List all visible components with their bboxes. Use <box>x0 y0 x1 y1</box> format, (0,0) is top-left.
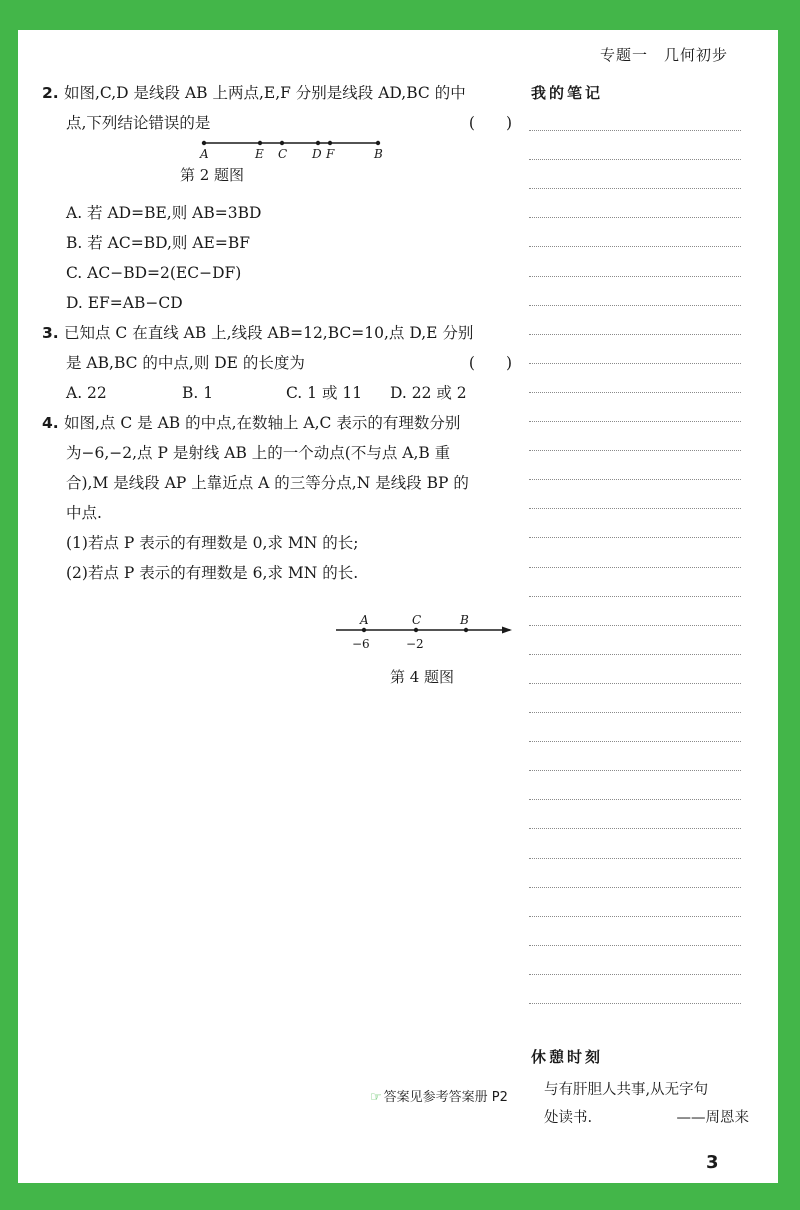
label-a: A <box>360 613 369 627</box>
options-row <box>42 378 512 408</box>
question-number: 3. <box>42 324 59 342</box>
answer-reference <box>370 1086 508 1105</box>
point-f <box>328 141 332 145</box>
note-line <box>529 741 741 742</box>
note-line <box>529 828 741 829</box>
figure-caption: 第 4 题图 <box>389 668 455 686</box>
bottom-border <box>0 1183 800 1210</box>
quote-author: ——周恩来 <box>676 1110 749 1126</box>
notes-sidebar <box>527 78 739 103</box>
point-a <box>362 628 366 632</box>
label-d: D <box>312 147 322 160</box>
note-line <box>529 246 741 247</box>
note-line <box>529 654 741 655</box>
note-line <box>529 770 741 771</box>
note-line <box>529 858 741 859</box>
question-text: 如图,C,D 是线段 AB 上两点,E,F 分别是线段 AD,BC 的中 <box>64 84 466 102</box>
point-d <box>316 141 320 145</box>
option-a: A. 22 <box>66 384 107 402</box>
note-line <box>529 276 741 277</box>
page-header: 专题一 几何初步 <box>600 46 729 64</box>
point-c <box>414 628 418 632</box>
note-line <box>529 130 741 131</box>
question-text: 为−6,−2,点 P 是射线 AB 上的一个动点(不与点 A,B 重 <box>66 444 451 462</box>
answer-reference-text: 答案见参考答案册 P2 <box>383 1090 508 1105</box>
label-c: C <box>278 147 288 160</box>
question-number: 4. <box>42 414 59 432</box>
question-text: 点,下列结论错误的是 <box>66 114 211 132</box>
option-c: C. AC−BD=2(EC−DF) <box>66 264 242 282</box>
notes-title: 我的笔记 <box>531 84 604 102</box>
label-e: E <box>255 147 264 160</box>
rest-title: 休憩时刻 <box>531 1048 604 1066</box>
quote-line-1: 与有肝胆人共事,从无字句 <box>544 1082 709 1098</box>
note-line <box>529 537 741 538</box>
note-line <box>529 945 741 946</box>
sub-question-1: (1)若点 P 表示的有理数是 0,求 MN 的长; <box>66 534 359 552</box>
option-c: C. 1 或 11 <box>286 384 363 402</box>
label-b: B <box>374 147 383 160</box>
question-4 <box>42 408 512 692</box>
note-line <box>529 159 741 160</box>
note-line <box>529 450 741 451</box>
figure-4-number-line <box>42 612 512 666</box>
question-number: 2. <box>42 84 59 102</box>
main-content <box>42 78 512 692</box>
right-border <box>778 0 800 1210</box>
page-number: 3 <box>706 1152 719 1173</box>
quote-text: 处读书. <box>544 1110 593 1126</box>
option-b: B. 1 <box>182 384 214 402</box>
note-line <box>529 392 741 393</box>
note-line <box>529 887 741 888</box>
pointing-hand-icon: ☞ <box>370 1090 382 1105</box>
note-line <box>529 334 741 335</box>
point-e <box>258 141 262 145</box>
label-b: B <box>460 613 469 627</box>
point-b <box>376 141 380 145</box>
note-line <box>529 596 741 597</box>
note-line <box>529 188 741 189</box>
arrow-right-icon <box>502 627 512 634</box>
note-line <box>529 683 741 684</box>
option-d: D. 22 或 2 <box>390 384 467 402</box>
question-text: 中点. <box>66 504 102 522</box>
top-border <box>0 0 800 30</box>
question-text: 是 AB,BC 的中点,则 DE 的长度为 <box>66 354 305 372</box>
label-c: C <box>412 613 422 627</box>
note-line <box>529 305 741 306</box>
question-2 <box>42 78 512 318</box>
quote-line-2 <box>544 1106 749 1127</box>
question-3 <box>42 318 512 408</box>
note-line <box>529 625 741 626</box>
question-text: 合),M 是线段 AP 上靠近点 A 的三等分点,N 是线段 BP 的 <box>66 474 469 492</box>
left-border <box>0 0 18 1210</box>
point-c <box>280 141 284 145</box>
note-line <box>529 1003 741 1004</box>
answer-blank: ( ) <box>468 114 512 132</box>
figure-caption: 第 2 题图 <box>179 166 245 184</box>
note-line <box>529 508 741 509</box>
note-line <box>529 567 741 568</box>
option-b: B. 若 AC=BD,则 AE=BF <box>66 234 250 252</box>
tick-minus-6: −6 <box>352 637 370 651</box>
note-line <box>529 974 741 975</box>
note-line <box>529 479 741 480</box>
note-line <box>529 421 741 422</box>
tick-minus-2: −2 <box>406 637 424 651</box>
point-b <box>464 628 468 632</box>
note-line <box>529 217 741 218</box>
option-a: A. 若 AD=BE,则 AB=3BD <box>66 204 262 222</box>
label-f: F <box>326 147 335 160</box>
note-line <box>529 712 741 713</box>
note-line <box>529 916 741 917</box>
question-text: 如图,点 C 是 AB 的中点,在数轴上 A,C 表示的有理数分别 <box>64 414 461 432</box>
option-d: D. EF=AB−CD <box>66 294 183 312</box>
point-a <box>202 141 206 145</box>
label-a: A <box>200 147 209 160</box>
answer-blank: ( ) <box>468 354 512 372</box>
question-text: 已知点 C 在直线 AB 上,线段 AB=12,BC=10,点 D,E 分别 <box>64 324 474 342</box>
sub-question-2: (2)若点 P 表示的有理数是 6,求 MN 的长. <box>66 564 359 582</box>
note-line <box>529 363 741 364</box>
figure-2-segment <box>42 138 512 160</box>
note-line <box>529 799 741 800</box>
